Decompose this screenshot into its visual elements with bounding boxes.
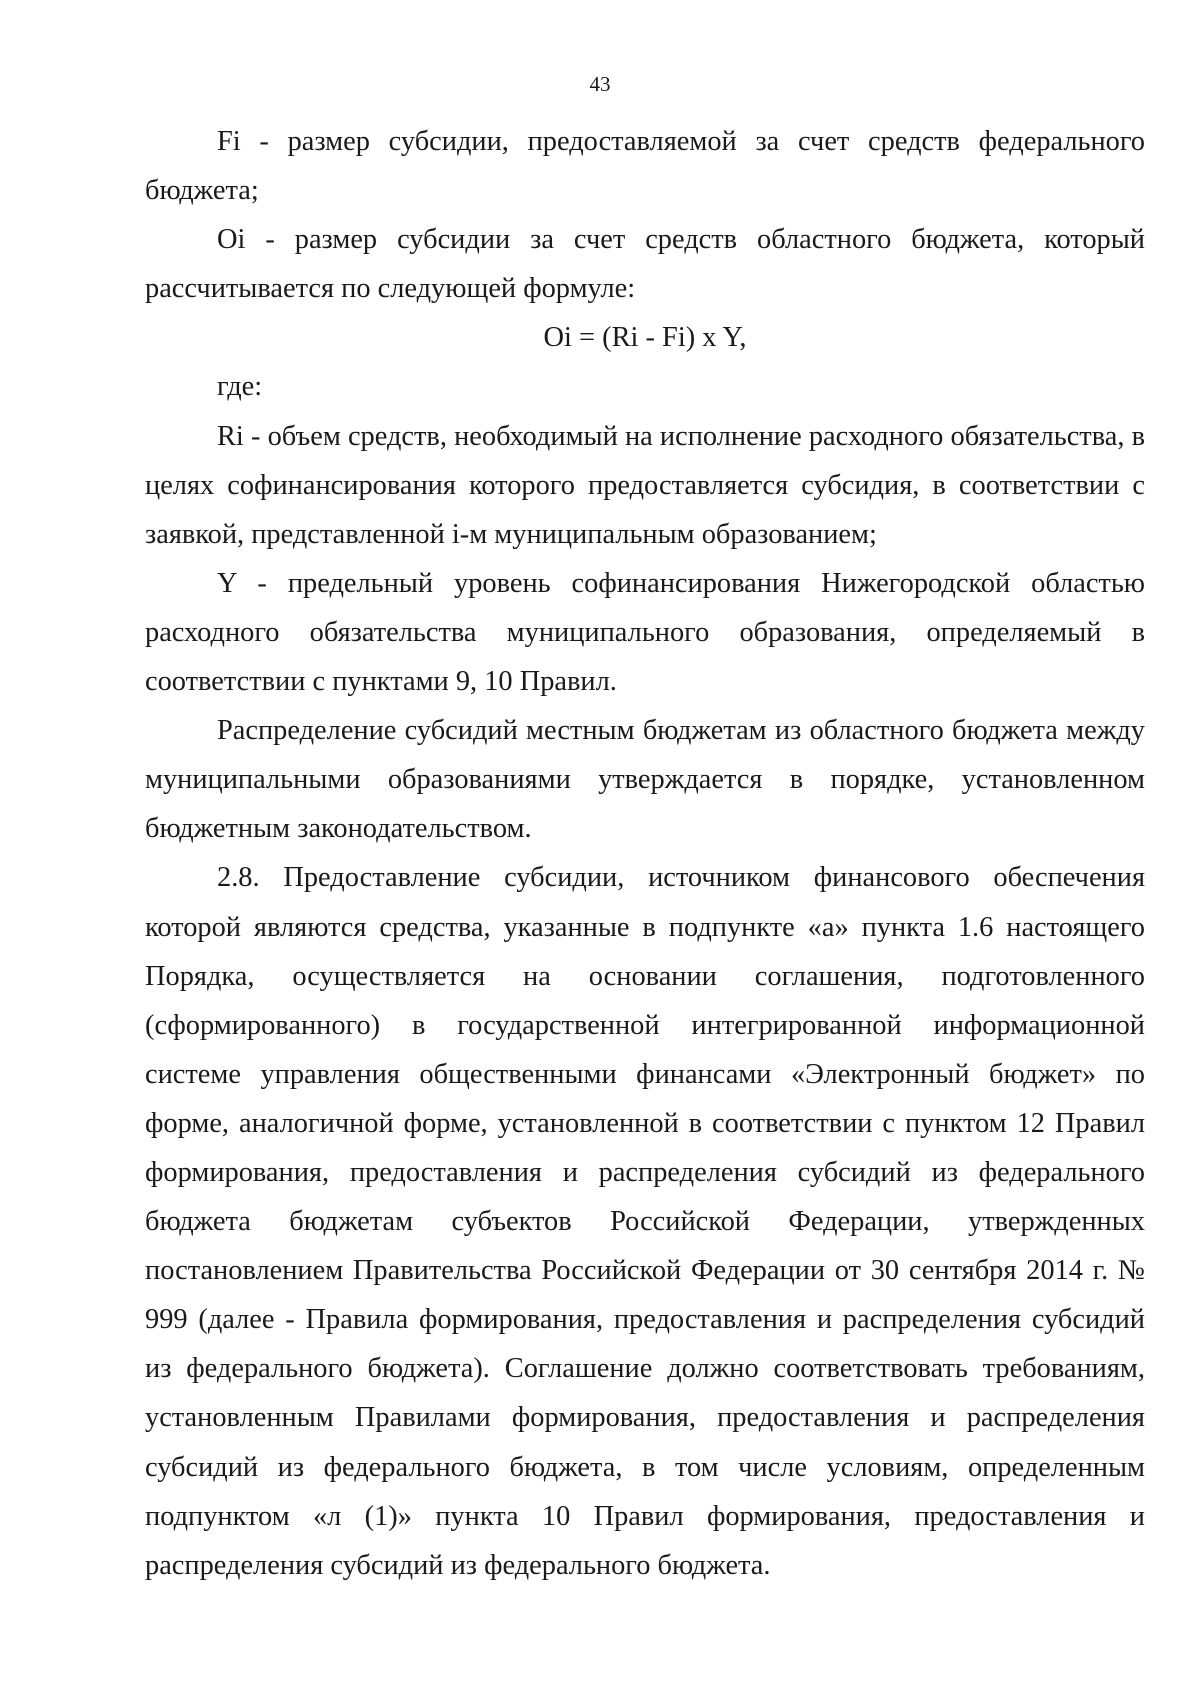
paragraph-distribution: Распределение субсидий местным бюджетам из областного бюджета между муниципальными образованиями утверждается в порядке, установленном бюджетным законодательством. [145,715,1145,845]
paragraph-ri-definition: Ri - объем средств, необходимый на исполнение расходного обязательства, в целях софинансирования которого предоставляется субсидия, в соответствии с заявкой, представленной i-м муниципальным образованием; [145,420,1145,550]
document-body [145,117,1145,1590]
paragraph-oi-definition: Oi - размер субсидии за счет средств областного бюджета, который рассчитывается по следующей формуле: [145,224,1145,305]
paragraph-where: где: [217,371,263,403]
paragraph-fi-definition: Fi - размер субсидии, предоставляемой за счет средств федерального бюджета; [145,126,1145,207]
paragraph-y-definition: Y - предельный уровень софинансирования Нижегородской областью расходного обязательства муниципального образования, определяемый в соответствии с пунктами 9, 10 Правил. [145,567,1145,698]
paragraph-section-2-8: 2.8. Предоставление субсидии, источником финансового обеспечения которой являются средства, указанные в подпункте «а» пункта 1.6 настоящего Порядка, осуществляется на основании соглашения, подготовленного (сформированного) в государственной интегрированной информационной системе управления общественными финансами «Электронный бюджет» по форме, аналогичной форме, установленной в соответствии с пунктом 12 Правил формирования, предоставления и распределения субсидий из федерального бюджета бюджетам субъектов Российской Федерации, утвержденных постановлением Правительства Российской Федерации от 30 сентября 2014 г. № 999 (далее - Правила формирования, предоставления и распределения субсидий из федерального бюджета). Соглашение должно соответствовать требованиям, установленным Правилами формирования, предоставления и распределения субсидий из федерального бюджета, в том числе условиям, определенным подпунктом «л (1)» пункта 10 Правил формирования, предоставления и распределения субсидий из федерального бюджета. [145,862,1145,1581]
formula-oi: Oi = (Ri - Fi) x Y, [543,322,747,354]
page-number: 43 [589,72,611,96]
